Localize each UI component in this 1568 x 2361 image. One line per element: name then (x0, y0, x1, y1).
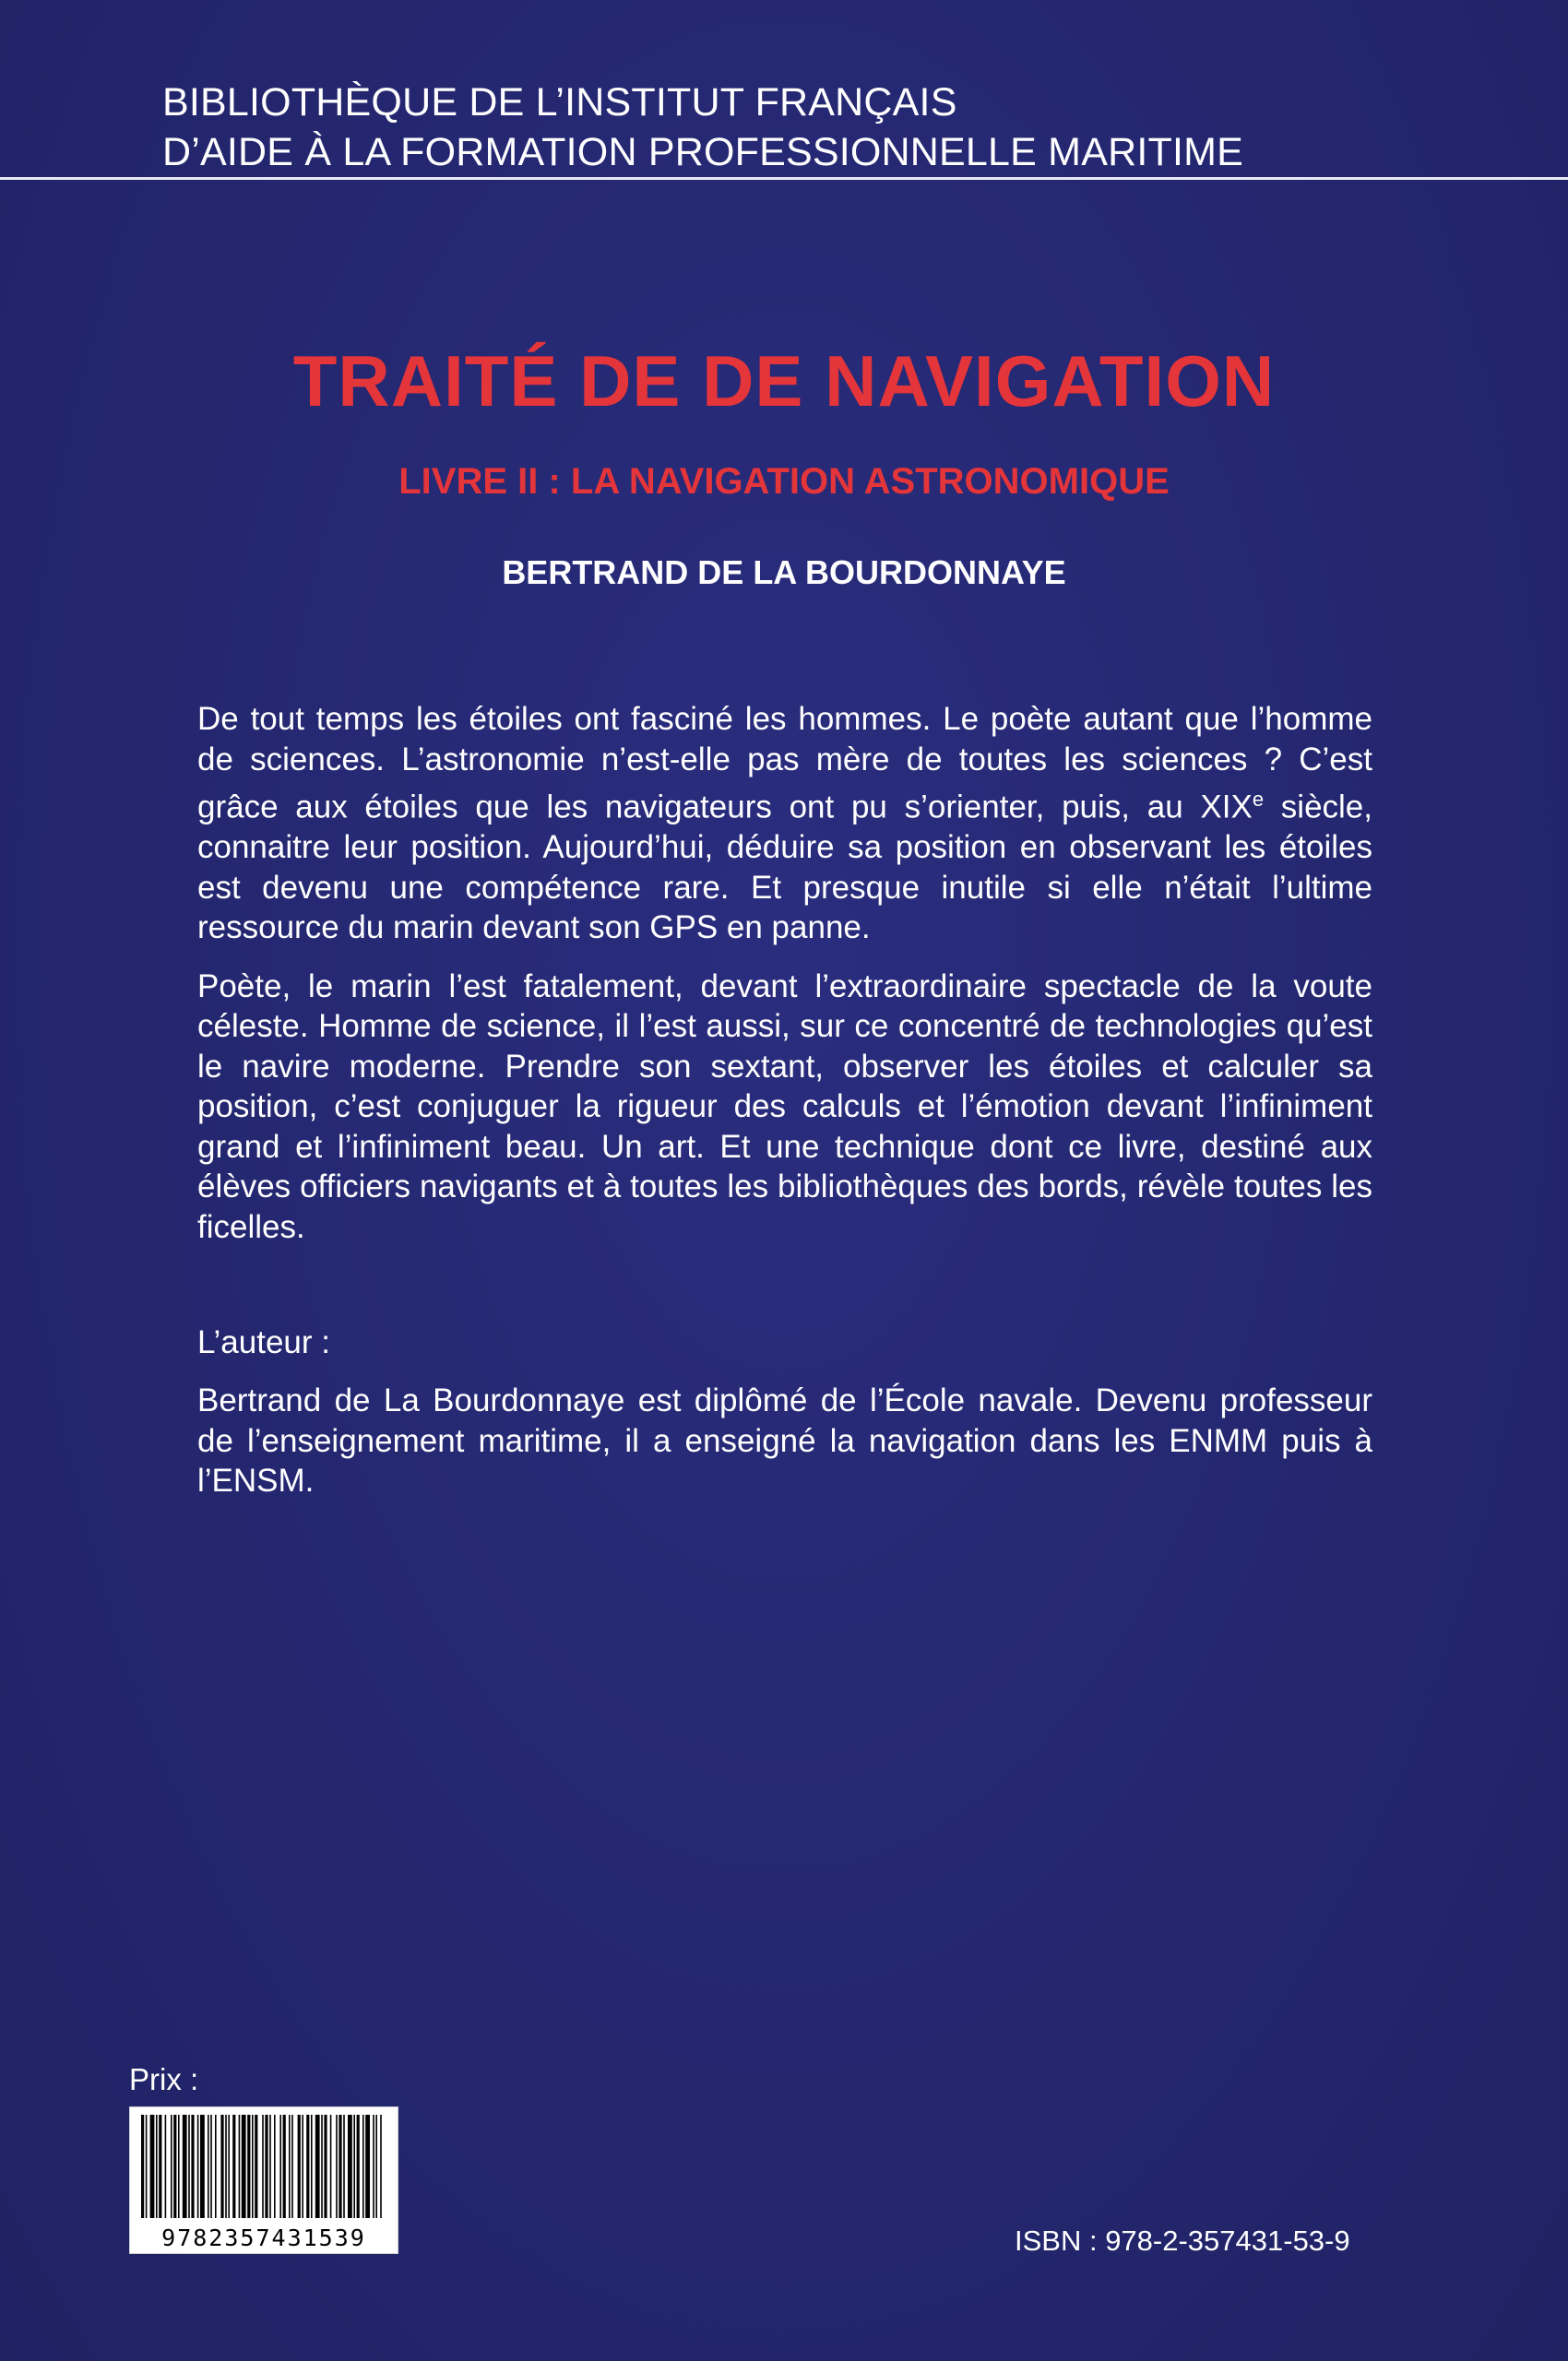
barcode-bar (279, 2115, 281, 2218)
barcode-bar (339, 2115, 341, 2218)
barcode-bar (242, 2115, 246, 2218)
century-superscript: e (1252, 788, 1265, 811)
barcode-bar (315, 2115, 320, 2218)
barcode-bar (348, 2115, 352, 2218)
barcode-bar (232, 2115, 235, 2218)
barcode-bar (274, 2115, 276, 2218)
blurb-paragraph-1 (197, 699, 1372, 948)
barcode-bar (375, 2115, 377, 2218)
about-author-text: Bertrand de La Bourdonnaye est diplômé de l’École navale. Devenu professeur de l’enseignement maritime, il a enseigné la navigation dans les ENMM puis à l’ENSM. (197, 1382, 1372, 1499)
about-author-label: L’auteur : (197, 1324, 330, 1360)
barcode-bar (330, 2115, 332, 2218)
barcode-bar (269, 2115, 271, 2218)
blurb-p1-part-a: De tout temps les étoiles ont fasciné les hommes. Le poète autant que l’homme de sciences. L’astronomie n’est-elle pas mère de toutes les sciences ? C’est grâce aux étoiles que les navigateurs ont pu s’orienter, puis, au XIX (197, 701, 1372, 825)
price-label: Prix : (129, 2062, 199, 2096)
barcode-bar (150, 2115, 155, 2218)
barcode-bar (208, 2115, 209, 2218)
barcode-bar (178, 2115, 180, 2218)
barcode-bar (171, 2115, 172, 2218)
barcode-bar (255, 2115, 257, 2218)
barcode-bar (353, 2115, 355, 2218)
barcode-bar (156, 2115, 158, 2218)
barcode-bar (336, 2115, 338, 2218)
barcode-bar (200, 2115, 205, 2218)
blurb-p1-part-b: siècle, connaitre leur position. Aujourd’hui, déduire sa position en observant les étoiles est devenu une compétence rare. Et presque inutile si elle n’était l’ultime ressource du marin devant son GPS en panne. (197, 789, 1372, 946)
barcode-bar (159, 2115, 161, 2218)
barcode-bar (298, 2115, 301, 2218)
barcode-bar (380, 2115, 382, 2218)
barcode-bar (173, 2115, 176, 2218)
book-title: TRAITÉ DE DE NAVIGATION (292, 340, 1276, 421)
barcode-bar (362, 2115, 364, 2218)
series-line-1: BIBLIOTHÈQUE DE L’INSTITUT FRANÇAIS (162, 80, 957, 125)
barcode-bar (357, 2115, 360, 2218)
barcode-bar (291, 2115, 293, 2218)
barcode-bar (252, 2115, 254, 2218)
barcode-bar (373, 2115, 374, 2218)
header-divider (0, 177, 1568, 180)
barcode-bar (191, 2115, 194, 2218)
blurb (197, 699, 1372, 1265)
barcode-bar (365, 2115, 370, 2218)
blurb-paragraph-2: Poète, le marin l’est fatalement, devant l’extraordinaire spectacle de la voute céleste. Homme de science, il l’est aussi, sur ce concentré de technologies qu’est le navire moderne. Prendre son sextant, observer les étoiles et calculer sa position, c’est conjuguer la rigueur des calculs et l’émotion devant l’infiniment grand et l’infiniment beau. Un art. Et une technique dont ce livre, destiné aux élèves officiers navigants et à toutes les bibliothèques des bords, révèle toutes les ficelles. (197, 967, 1372, 1245)
barcode-bar (146, 2115, 148, 2218)
series-line-2: D’AIDE À LA FORMATION PROFESSIONNELLE MARITIME (162, 130, 1243, 174)
barcode-bar (324, 2115, 327, 2218)
barcode-bar (311, 2115, 313, 2218)
barcode-number: 9782357431539 (130, 2225, 398, 2251)
barcode-bar (210, 2115, 212, 2218)
barcode-bar (183, 2115, 187, 2218)
barcode-bar (306, 2115, 309, 2218)
barcode-bar (321, 2115, 323, 2218)
book-subtitle: LIVRE II : LA NAVIGATION ASTRONOMIQUE (398, 461, 1170, 502)
barcode-bar (289, 2115, 291, 2218)
barcode-bar (225, 2115, 227, 2218)
book-author: BERTRAND DE LA BOURDONNAYE (502, 553, 1066, 591)
isbn: ISBN : 978-2-357431-53-9 (1015, 2225, 1350, 2257)
barcode-bar (165, 2115, 167, 2218)
barcode-bar (283, 2115, 286, 2218)
barcode (129, 2106, 398, 2254)
barcode-bar (188, 2115, 190, 2218)
barcode-bar (141, 2115, 144, 2218)
series-title (162, 77, 1454, 177)
barcode-bar (239, 2115, 241, 2218)
barcode-bar (197, 2115, 199, 2218)
barcode-bar (247, 2115, 250, 2218)
barcode-bar (265, 2115, 267, 2218)
barcode-bar (228, 2115, 230, 2218)
barcode-bar (262, 2115, 264, 2218)
barcode-bar (343, 2115, 345, 2218)
barcode-bar (302, 2115, 303, 2218)
barcode-bar (215, 2115, 217, 2218)
barcode-bar (220, 2115, 223, 2218)
barcode-bars (137, 2115, 390, 2218)
